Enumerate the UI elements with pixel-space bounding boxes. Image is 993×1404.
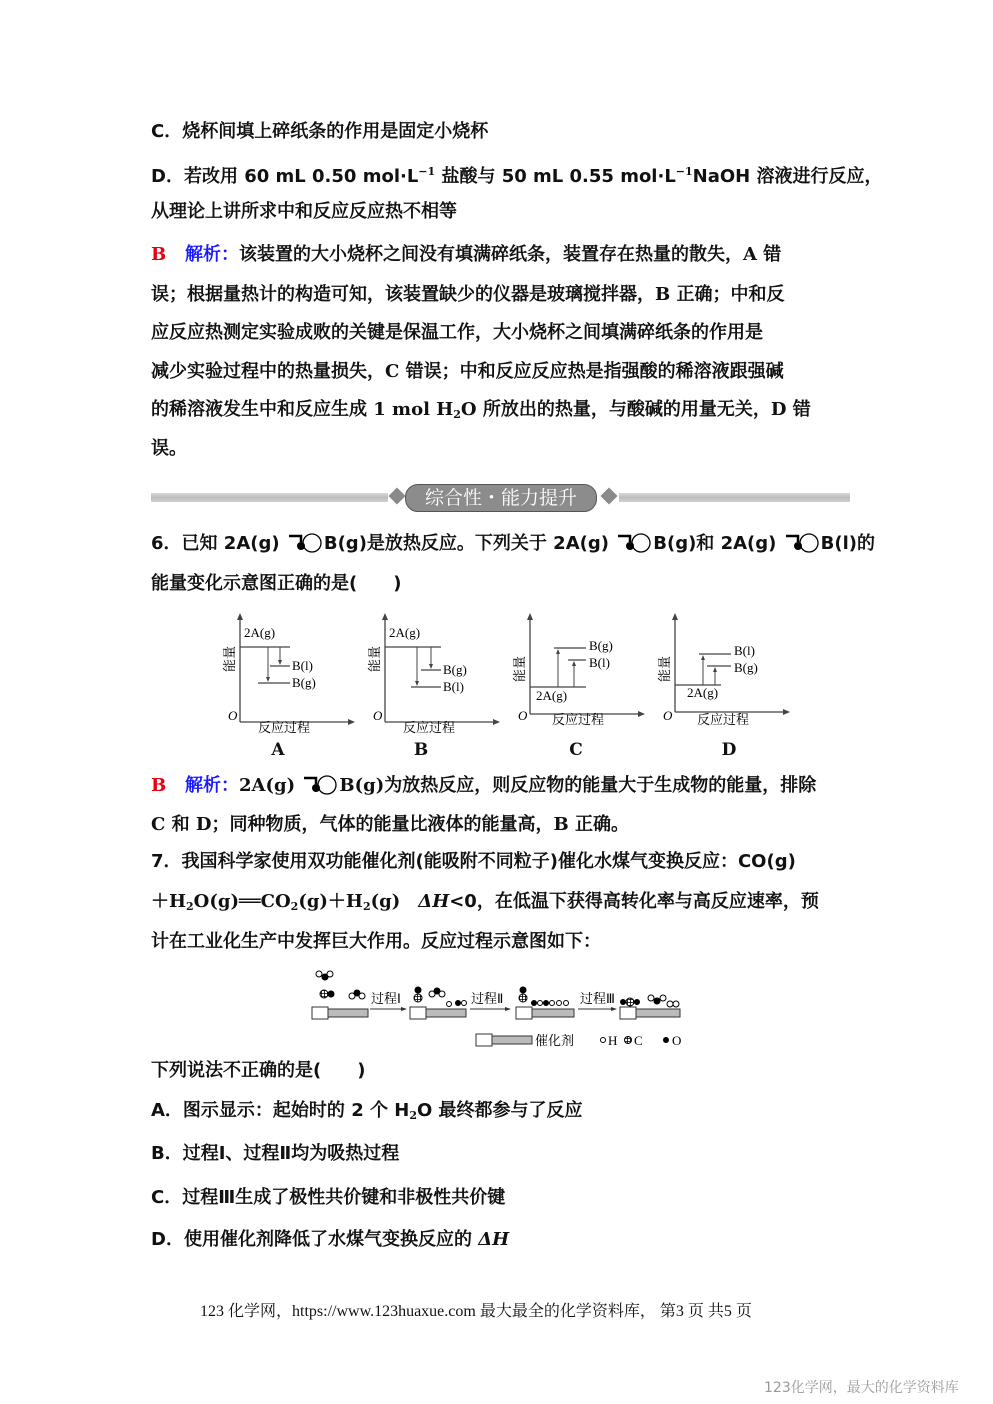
watermark: 123化学网，最大的化学资料库 xyxy=(764,1380,959,1396)
subscript: 2 xyxy=(186,900,194,913)
diamond-icon xyxy=(601,488,618,505)
level-label-1: B(l) xyxy=(292,658,313,673)
text: 2A(g) xyxy=(239,775,302,796)
q7-option-a xyxy=(151,1099,583,1128)
x-axis-label: 反应过程 xyxy=(697,712,750,727)
chart-letter-d: D xyxy=(721,740,737,760)
level-label-bottom: 2A(g) xyxy=(536,688,568,703)
text: B(g)是放热反应。下列关于 2A(g) xyxy=(323,533,616,554)
text: (g) xyxy=(370,891,419,912)
q7-stem-cont: 计在工业化生产中发挥巨大作用。反应过程示意图如下： xyxy=(151,931,601,952)
delta-h: ΔH xyxy=(418,891,450,912)
analysis-label: 解析： xyxy=(185,775,240,796)
level-label-1: B(g) xyxy=(589,638,613,653)
text: ＋H xyxy=(151,891,187,912)
q5-analysis-line: 应反应热测定实验成败的关键是保温工作，大小烧杯之间填满碎纸条的作用是 xyxy=(151,322,763,343)
reaction-process-diagram xyxy=(308,968,698,1052)
q7-option-d xyxy=(151,1228,509,1252)
reaction-arrow-icon xyxy=(785,533,819,553)
q7-stem: 7．我国科学家使用双功能催化剂(能吸附不同粒子)催化水煤气变换反应：CO(g) xyxy=(151,851,796,872)
step-label-3: 过程Ⅲ xyxy=(580,991,615,1006)
q6-stem xyxy=(151,532,875,556)
level-label-1: B(l) xyxy=(734,643,755,658)
answer-letter: B xyxy=(151,244,167,265)
banner-bar-right xyxy=(619,493,850,502)
text: 盐酸与 50 mL 0.55 mol·L xyxy=(435,166,676,187)
origin-label: O xyxy=(228,708,238,723)
x-axis-label: 反应过程 xyxy=(258,720,311,735)
level-label-2: B(l) xyxy=(589,655,610,670)
q5-option-d xyxy=(151,160,883,189)
reaction-arrow-icon xyxy=(617,533,651,553)
q5-analysis-line xyxy=(151,243,781,267)
y-axis-label: 能量 xyxy=(367,645,382,672)
level-label-top: 2A(g) xyxy=(244,625,276,640)
superscript: −1 xyxy=(418,165,436,178)
subscript: 2 xyxy=(453,408,461,421)
y-axis-label: 能量 xyxy=(222,645,237,672)
diamond-icon xyxy=(389,488,406,505)
q5-option-d-cont: 从理论上讲所求中和反应反应热不相等 xyxy=(151,201,457,222)
text: 的稀溶液发生中和反应生成 1 mol H xyxy=(151,399,454,420)
q7-question: 下列说法不正确的是( ) xyxy=(151,1060,366,1081)
x-axis-label: 反应过程 xyxy=(552,712,605,727)
q5-analysis-line: 误。 xyxy=(151,438,187,459)
text: <0，在低温下获得高转化率与高反应速率，预 xyxy=(449,891,819,912)
q5-analysis-line: 误；根据量热计的构造可知，该装置缺少的仪器是玻璃搅拌器，B 正确；中和反 xyxy=(151,284,785,305)
chart-letter-c: C xyxy=(569,740,583,760)
y-axis-label: 能量 xyxy=(512,655,527,682)
reaction-arrow-icon xyxy=(288,533,322,553)
legend-o: O xyxy=(672,1033,682,1048)
q5-analysis-line xyxy=(151,398,811,427)
energy-diagram-d xyxy=(657,610,793,735)
step-label-2: 过程Ⅱ xyxy=(471,991,504,1006)
q7-option-b: B．过程Ⅰ、过程Ⅱ均为吸热过程 xyxy=(151,1143,400,1164)
superscript: −1 xyxy=(675,165,693,178)
text: O(g)══CO xyxy=(193,891,291,912)
origin-label: O xyxy=(518,708,528,723)
section-banner xyxy=(151,484,850,510)
q7-stem-cont xyxy=(151,890,819,919)
analysis-label: 解析： xyxy=(185,244,240,265)
energy-diagram-c xyxy=(512,610,648,735)
energy-diagram-a xyxy=(222,610,358,735)
step-label-1: 过程Ⅰ xyxy=(371,991,401,1006)
q5-option-c: C．烧杯间填上碎纸条的作用是固定小烧杯 xyxy=(151,121,489,142)
legend-catalyst: 催化剂 xyxy=(535,1033,575,1048)
text: O 所放出的热量，与酸碱的用量无关，D 错 xyxy=(460,399,811,420)
text: B(l)的 xyxy=(820,533,875,554)
level-label-bottom: 2A(g) xyxy=(687,685,719,700)
banner-bar-left xyxy=(151,493,388,502)
subscript: 2 xyxy=(290,900,299,913)
level-label-2: B(g) xyxy=(292,675,316,690)
legend-c: C xyxy=(634,1033,643,1048)
text: A．图示显示：起始时的 2 个 H xyxy=(151,1100,410,1121)
chart-letter-b: B xyxy=(413,740,429,760)
subscript: 2 xyxy=(409,1109,417,1122)
level-label-2: B(g) xyxy=(734,660,758,675)
reaction-arrow-icon xyxy=(303,775,337,795)
text: (g)＋H xyxy=(298,891,363,912)
delta-h: ΔH xyxy=(478,1229,510,1250)
banner-title: 综合性・能力提升 xyxy=(405,484,597,512)
subscript: 2 xyxy=(362,900,371,913)
level-label-top: 2A(g) xyxy=(389,625,421,640)
q5-analysis-line: 减少实验过程中的热量损失，C 错误；中和反应反应热是指强酸的稀溶液跟强碱 xyxy=(151,361,784,382)
level-label-2: B(l) xyxy=(443,679,464,694)
page-footer: 123 化学网，https://www.123huaxue.com 最大最全的化学资料库， 第3 页 共5 页 xyxy=(200,1303,752,1320)
text: 该装置的大小烧杯之间没有填满碎纸条，装置存在热量的散失，A 错 xyxy=(239,244,782,265)
text: D．若改用 60 mL 0.50 mol·L xyxy=(151,166,419,187)
origin-label: O xyxy=(663,708,673,723)
text: O 最终都参与了反应 xyxy=(416,1100,583,1121)
energy-diagram-b xyxy=(367,610,503,735)
text: D．使用催化剂降低了水煤气变换反应的 xyxy=(151,1229,479,1250)
text: B(g)和 2A(g) xyxy=(653,533,783,554)
y-axis-label: 能量 xyxy=(657,655,672,682)
text: B(g)为放热反应，则反应物的能量大于生成物的能量，排除 xyxy=(339,775,817,796)
q6-analysis-line: C 和 D；同种物质，气体的能量比液体的能量高，B 正确。 xyxy=(151,814,629,835)
origin-label: O xyxy=(373,708,383,723)
legend-h: H xyxy=(608,1033,618,1048)
level-label-1: B(g) xyxy=(443,662,467,677)
q6-stem-cont: 能量变化示意图正确的是( ) xyxy=(151,573,402,594)
q6-analysis-line xyxy=(151,774,816,798)
text: 6．已知 2A(g) xyxy=(151,533,286,554)
x-axis-label: 反应过程 xyxy=(403,720,456,735)
text: NaOH 溶液进行反应， xyxy=(692,166,883,187)
q7-option-c: C．过程Ⅲ生成了极性共价键和非极性共价键 xyxy=(151,1187,506,1208)
chart-letter-a: A xyxy=(271,740,285,760)
answer-letter: B xyxy=(151,775,167,796)
